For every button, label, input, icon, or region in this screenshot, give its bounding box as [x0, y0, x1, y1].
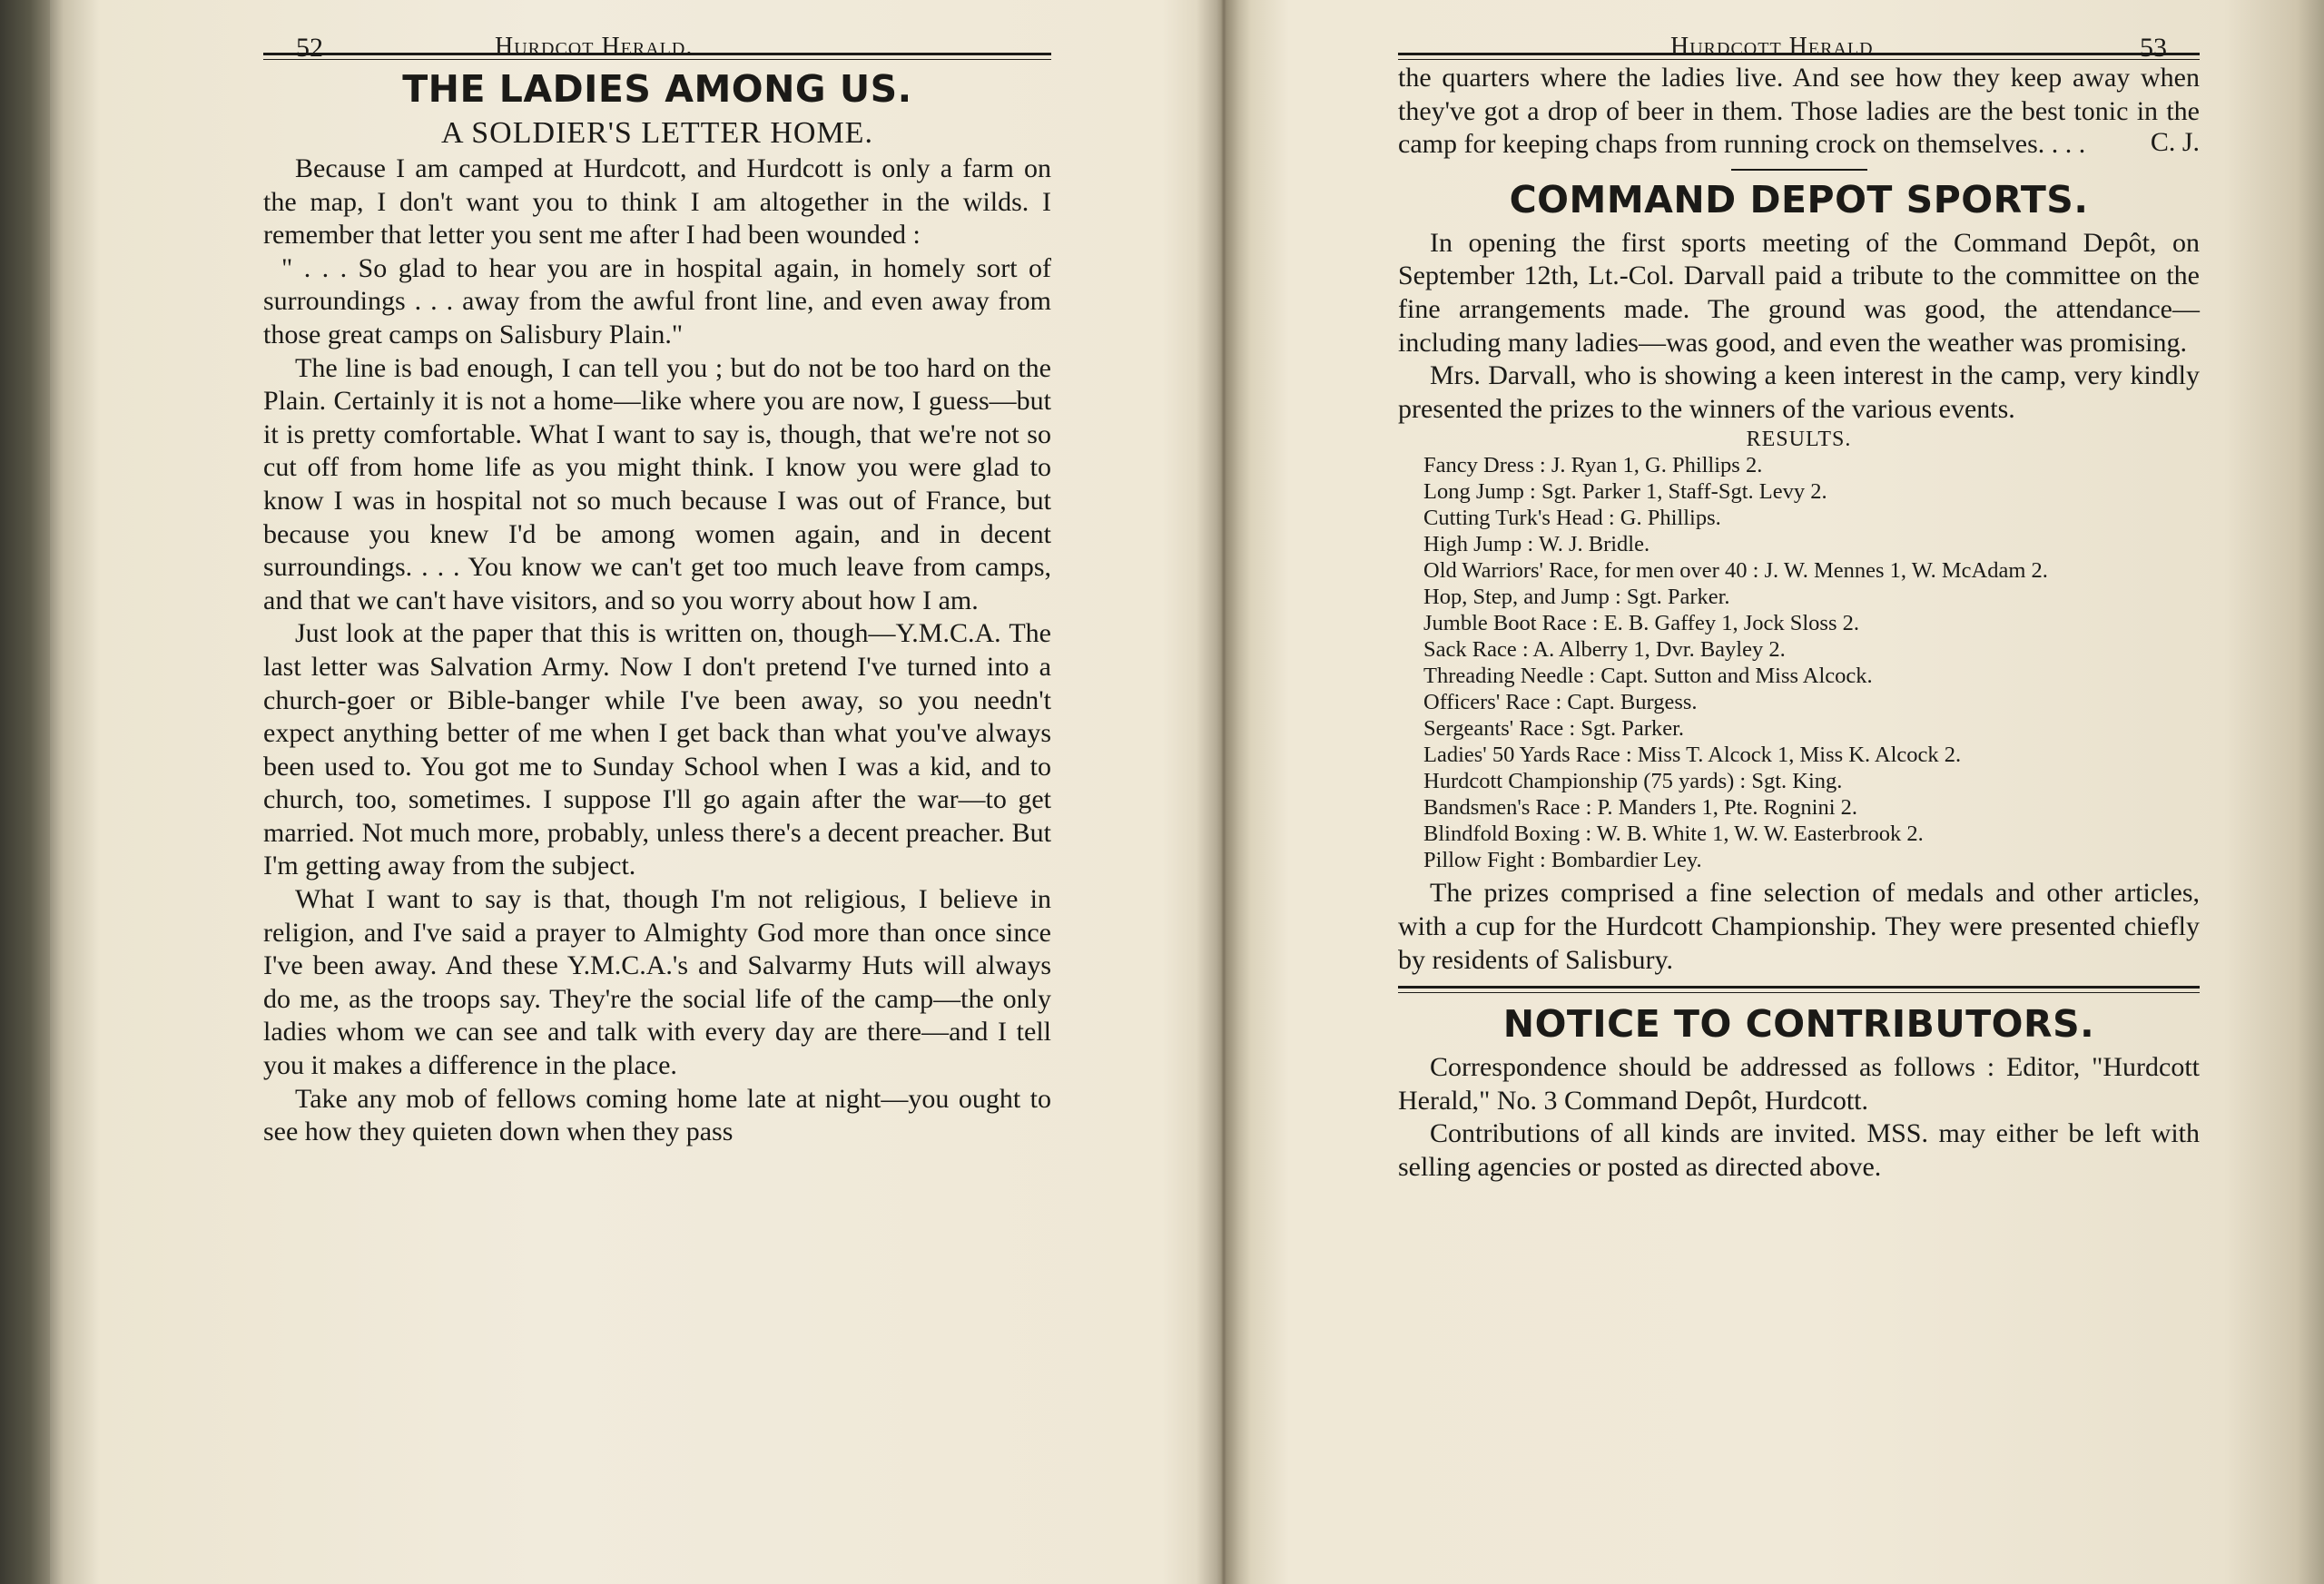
result-item: Officers' Race : Capt. Burgess. — [1423, 690, 1698, 715]
result-item: Sack Race : A. Alberry 1, Dvr. Bayley 2. — [1423, 637, 1786, 663]
page-number: 53 — [2140, 33, 2167, 63]
result-item: Pillow Fight : Bombardier Ley. — [1423, 848, 1702, 873]
results-heading: RESULTS. — [1746, 428, 1852, 452]
right-running-head — [1398, 0, 2200, 63]
page-number: 52 — [296, 33, 323, 63]
article-paragraph: The line is bad enough, I can tell you ; but do not be too hard on the Plain. Certainly it is not a home—like where you are now, I guess—but it is pretty comfortable. What I want to say is, though, that we're not so cut off from home life as you might think. I know you were glad to know I was in hospital not so much because I was out of France, but because you knew I'd be among women again, and in decent surroundings. . . . You know we can't get too much leave from camps, and that we can't have visitors, and so you worry about how I am. — [263, 352, 1051, 615]
notice-paragraph: Contributions of all kinds are invited. MSS. may either be left with selling agencies or posted as directed above. — [1398, 1118, 2200, 1182]
continuation-text: the quarters where the ladies live. And see how they keep away when they've got a drop of beer in them. Those ladies are the best tonic in the camp for keeping chaps from running crock on themselves. . . . — [1398, 63, 2200, 160]
notice-title: NOTICE TO CONTRIBUTORS. — [1502, 1002, 2095, 1047]
article-body — [263, 152, 1051, 1149]
result-item: Sergeants' Race : Sgt. Parker. — [1423, 716, 1685, 742]
letter-signature: C. J. — [2150, 126, 2200, 157]
sports-title: COMMAND DEPOT SPORTS. — [1509, 177, 2089, 221]
result-item: Long Jump : Sgt. Parker 1, Staff-Sgt. Levy 2. — [1423, 479, 1827, 505]
running-title: Hurdcott Herald — [1670, 33, 1874, 61]
results-list — [1423, 452, 2200, 873]
right-page — [1398, 0, 2200, 1185]
book-cover-edge — [0, 0, 50, 1584]
article-paragraph: " . . . So glad to hear you are in hospital again, in homely sort of surroundings . . . away from the awful front line, and even away from those great camps on Salisbury Plain." — [263, 252, 1051, 349]
article-paragraph: Just look at the paper that this is written on, though—Y.M.C.A. The last letter was Salvation Army. Now I don't pretend I've turned into a church-goer or Bible-banger while I've been away, so you needn't expect anything better of me when I get back than what you've always been used to. You got me to Sunday School when I was a kid, and to church, too, sometimes. I suppose I'll go again after the war—to get married. Not much more, probably, unless there's a decent preacher. But I'm getting away from the subject. — [263, 618, 1051, 881]
result-item: Threading Needle : Capt. Sutton and Miss Alcock. — [1423, 664, 1873, 689]
sports-closing: The prizes comprised a fine selection of medals and other articles, with a cup for the Hurdcott Championship. They were presented chiefly by residents of Salisbury. — [1398, 878, 2200, 975]
article-subtitle: A SOLDIER'S LETTER HOME. — [441, 116, 873, 150]
section-divider — [1731, 169, 1867, 171]
running-title: Hurdcot Herald. — [495, 33, 694, 61]
article-paragraph: Take any mob of fellows coming home late at night—you ought to see how they quieten down when they pass — [263, 1083, 1051, 1147]
notice-paragraph: Correspondence should be addressed as follows : Editor, "Hurdcott Herald," No. 3 Command Depôt, Hurdcott. — [1398, 1052, 2200, 1116]
result-item: Jumble Boot Race : E. B. Gaffey 1, Jock Sloss 2. — [1423, 611, 1859, 636]
result-item: Bandsmen's Race : P. Manders 1, Pte. Rognini 2. — [1423, 795, 1858, 821]
result-item: Hurdcott Championship (75 yards) : Sgt. King. — [1423, 769, 1843, 794]
left-running-head — [263, 0, 1051, 63]
result-item: Ladies' 50 Yards Race : Miss T. Alcock 1, Miss K. Alcock 2. — [1423, 743, 1962, 768]
result-item: Cutting Turk's Head : G. Phillips. — [1423, 506, 1721, 531]
article-paragraph: Because I am camped at Hurdcott, and Hurdcott is only a farm on the map, I don't want you to think I am altogether in the wilds. I remember that letter you sent me after I had been wounded : — [263, 153, 1051, 251]
result-item: High Jump : W. J. Bridle. — [1423, 532, 1650, 557]
result-item: Fancy Dress : J. Ryan 1, G. Phillips 2. — [1423, 453, 1763, 478]
sports-paragraph: Mrs. Darvall, who is showing a keen interest in the camp, very kindly presented the prizes to the winners of the various events. — [1398, 360, 2200, 424]
result-item: Hop, Step, and Jump : Sgt. Parker. — [1423, 585, 1730, 610]
book-gutter — [1196, 0, 1251, 1584]
sports-paragraph: In opening the first sports meeting of the Command Depôt, on September 12th, Lt.-Col. Darvall paid a tribute to the committee on the fine arrangements made. The ground was good, the attendance—including many ladies—was good, and even the weather was promising. — [1398, 227, 2200, 358]
article-paragraph: What I want to say is that, though I'm not religious, I believe in religion, and I've said a prayer to Almighty God more than once since I've been away. And these Y.M.C.A.'s and Salvarmy Huts will always do me, as the troops say. They're the social life of the camp—the only ladies whom we can see and talk with every day are there—and I tell you it makes a difference in the place. — [263, 884, 1051, 1081]
result-item: Blindfold Boxing : W. B. White 1, W. W. Easterbrook 2. — [1423, 822, 1924, 847]
left-page — [263, 0, 1051, 1149]
section-rule — [1398, 986, 2200, 993]
article-title: THE LADIES AMONG US. — [402, 67, 912, 111]
result-item: Old Warriors' Race, for men over 40 : J. W. Mennes 1, W. McAdam 2. — [1423, 558, 2048, 584]
